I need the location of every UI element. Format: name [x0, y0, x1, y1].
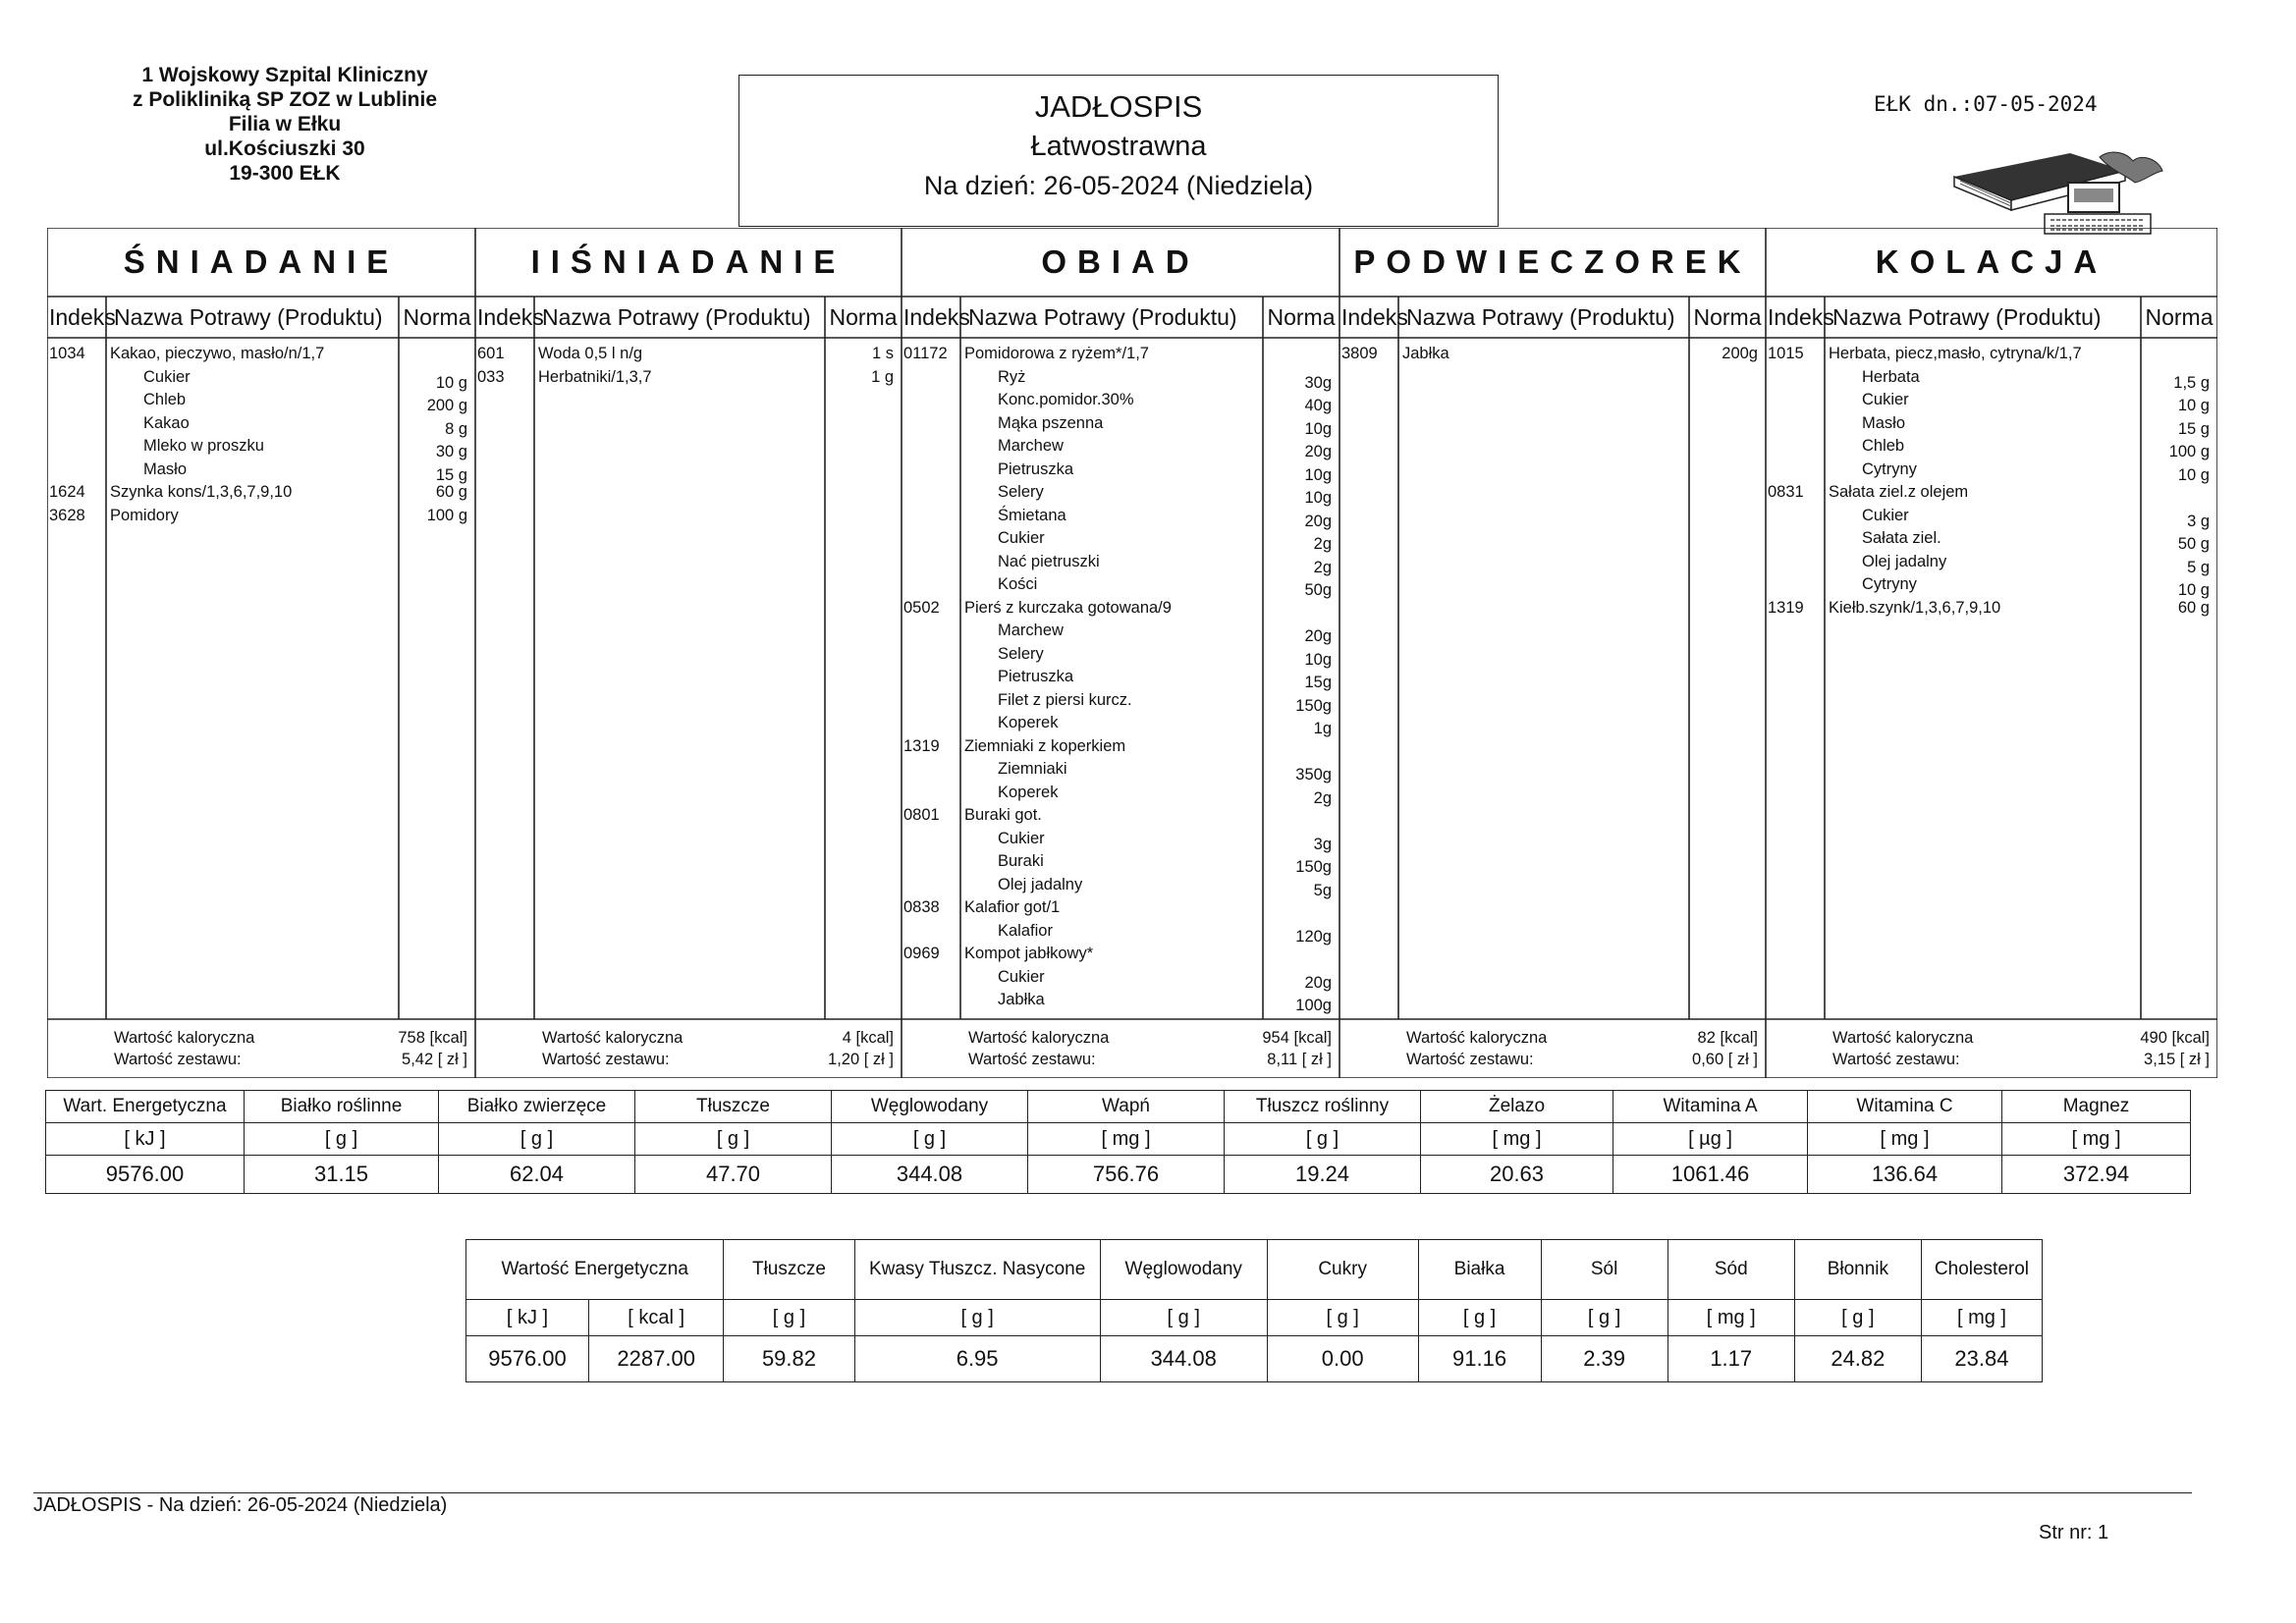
- footer-divider: [33, 1492, 2192, 1493]
- column-header-norm: Norma: [403, 304, 471, 330]
- norm-value: 150g: [1295, 696, 1332, 715]
- nutrient-label: Tłuszcze: [635, 1091, 832, 1123]
- norm-value: 8 g: [445, 419, 467, 438]
- norm-value: 50g: [1304, 581, 1332, 599]
- dish-index: 0801: [903, 806, 940, 824]
- nutrient-value: 24.82: [1794, 1336, 1921, 1382]
- dish-index: 1319: [1768, 598, 1804, 617]
- norm-value: 15 g: [2177, 419, 2210, 438]
- hospital-line: z Polikliniką SP ZOZ w Lublinie: [133, 88, 437, 111]
- dish-index: 1015: [1768, 345, 1804, 362]
- energy-label: Wartość Energetyczna: [466, 1240, 724, 1300]
- diet-name: Łatwostrawna: [1030, 131, 1207, 162]
- nutrient-value: 19.24: [1225, 1156, 1421, 1194]
- dish-name: Herbatniki/1,3,7: [538, 367, 652, 386]
- norm-value: 20g: [1304, 973, 1332, 992]
- nutrient-value: 20.63: [1421, 1156, 1613, 1194]
- dish-index: 1624: [49, 483, 85, 501]
- menu-date: Na dzień: 26-05-2024 (Niedziela): [923, 171, 1314, 200]
- nutrient-value: 91.16: [1418, 1336, 1541, 1382]
- norm-value: 2g: [1313, 558, 1332, 576]
- ingredient-name: Ryż: [998, 367, 1026, 386]
- menu-title-box: [738, 75, 1499, 227]
- nutrient-value: 0.00: [1267, 1336, 1418, 1382]
- norm-value: 20g: [1304, 443, 1332, 460]
- ingredient-name: Mleko w proszku: [143, 437, 264, 455]
- column-header-name: Nazwa Potrawy (Produktu): [968, 304, 1237, 330]
- ingredient-name: Koperek: [998, 714, 1059, 731]
- nutrient-label: Żelazo: [1421, 1091, 1613, 1123]
- nutrition-facts-table: [465, 1239, 2043, 1382]
- norm-value: 20g: [1304, 512, 1332, 530]
- norm-value: 10g: [1304, 465, 1332, 484]
- calorie-value: 82 [kcal]: [1697, 1029, 1758, 1047]
- energy-unit-kj: [ kJ ]: [466, 1300, 589, 1336]
- nutrient-unit: [ mg ]: [1921, 1300, 2042, 1336]
- dish-name: Buraki got.: [964, 806, 1042, 824]
- norm-value: 15g: [1304, 674, 1332, 691]
- norm-value: 20g: [1304, 627, 1332, 645]
- calorie-value: 4 [kcal]: [842, 1029, 894, 1047]
- norm-value: 100g: [1295, 997, 1332, 1014]
- ingredient-name: Masło: [1862, 413, 1906, 432]
- norm-value: 10 g: [2177, 465, 2210, 484]
- dish-name: Kalafior got/1: [964, 898, 1061, 916]
- ingredient-name: Selery: [998, 483, 1044, 501]
- calorie-label: Wartość kaloryczna: [968, 1029, 1110, 1047]
- hospital-address: [98, 63, 471, 186]
- ingredient-name: Pietruszka: [998, 460, 1074, 478]
- nutrient-unit: [ g ]: [1100, 1300, 1267, 1336]
- ingredient-name: Pietruszka: [998, 668, 1074, 685]
- cost-label: Wartość zestawu:: [114, 1051, 242, 1068]
- norm-value: 10 g: [2177, 397, 2210, 414]
- column-header-index: Indeks: [1341, 304, 1408, 330]
- dish-index: 601: [477, 345, 505, 362]
- ingredient-name: Sałata ziel.: [1862, 529, 1941, 547]
- nutrient-unit: [ mg ]: [1808, 1123, 2002, 1156]
- norm-value: 50 g: [2177, 535, 2210, 553]
- nutrient-unit: [ g ]: [1418, 1300, 1541, 1336]
- energy-value-kcal: 2287.00: [589, 1336, 724, 1382]
- norm-value: 3g: [1313, 835, 1332, 853]
- norm-value: 1g: [1313, 720, 1332, 737]
- page-number: Str nr: 1: [2039, 1522, 2109, 1543]
- norm-value: 30g: [1304, 373, 1332, 392]
- ingredient-name: Olej jadalny: [1862, 552, 1947, 570]
- norm-value: 200 g: [426, 397, 467, 414]
- ingredient-name: Nać pietruszki: [998, 552, 1100, 570]
- ingredient-name: Jabłka: [998, 991, 1045, 1008]
- nutrient-unit: [ g ]: [832, 1123, 1028, 1156]
- nutrient-unit: [ g ]: [1541, 1300, 1667, 1336]
- dish-name: Kakao, pieczywo, masło/n/1,7: [110, 345, 325, 362]
- ingredient-name: Cukier: [1862, 506, 1909, 524]
- dish-name: Sałata ziel.z olejem: [1829, 483, 1969, 501]
- dish-index: 3628: [49, 506, 85, 524]
- nutrient-unit: [ g ]: [854, 1300, 1100, 1336]
- nutrient-label: Błonnik: [1794, 1240, 1921, 1300]
- dish-index: 0502: [903, 598, 940, 617]
- column-header-name: Nazwa Potrawy (Produktu): [542, 304, 811, 330]
- ingredient-name: Cukier: [998, 829, 1045, 847]
- cost-value: 3,15 [ zł ]: [2144, 1051, 2210, 1068]
- hospital-line: ul.Kościuszki 30: [204, 137, 365, 160]
- nutrient-value: 344.08: [832, 1156, 1028, 1194]
- ingredient-name: Chleb: [143, 391, 187, 408]
- nutrient-label: Białka: [1418, 1240, 1541, 1300]
- cost-label: Wartość zestawu:: [542, 1051, 670, 1068]
- calorie-value: 954 [kcal]: [1262, 1029, 1332, 1047]
- norm-value: 10 g: [435, 373, 467, 392]
- norm-value: 30 g: [435, 443, 467, 460]
- cost-value: 1,20 [ zł ]: [828, 1051, 894, 1068]
- nutrient-value: 372.94: [2002, 1156, 2191, 1194]
- ingredient-name: Herbata: [1862, 367, 1920, 386]
- nutrient-value: 1.17: [1667, 1336, 1794, 1382]
- nutrient-label: Witamina A: [1613, 1091, 1808, 1123]
- nutrient-value: 756.76: [1028, 1156, 1225, 1194]
- norm-value: 10 g: [2177, 581, 2210, 599]
- ingredient-name: Kości: [998, 575, 1038, 593]
- nutrient-value: 62.04: [439, 1156, 635, 1194]
- ingredient-name: Śmietana: [998, 506, 1066, 524]
- dish-index: 01172: [903, 345, 948, 362]
- column-header-index: Indeks: [1768, 304, 1834, 330]
- nutrient-label: Witamina C: [1808, 1091, 2002, 1123]
- meal-grid: [47, 228, 2217, 1078]
- ingredient-name: Filet z piersi kurcz.: [998, 690, 1132, 709]
- calorie-label: Wartość kaloryczna: [1832, 1029, 1974, 1047]
- nutrient-value: 59.82: [724, 1336, 854, 1382]
- norm-value: 10g: [1304, 489, 1332, 507]
- energy-unit-kcal: [ kcal ]: [589, 1300, 724, 1336]
- norm-value: 100 g: [426, 506, 467, 524]
- cost-value: 8,11 [ zł ]: [1267, 1051, 1332, 1068]
- nutrient-unit: [ mg ]: [1028, 1123, 1225, 1156]
- meal-grid-content: [47, 228, 2217, 1078]
- dish-name: Woda 0,5 l n/g: [538, 345, 643, 362]
- nutrient-value: 2.39: [1541, 1336, 1667, 1382]
- ingredient-name: Koperek: [998, 783, 1059, 801]
- nutrient-unit: [ mg ]: [2002, 1123, 2191, 1156]
- nutrient-unit: [ g ]: [1267, 1300, 1418, 1336]
- nutrient-unit: [ g ]: [724, 1300, 854, 1336]
- ingredient-name: Buraki: [998, 852, 1044, 870]
- nutrient-label: Wart. Energetyczna: [46, 1091, 245, 1123]
- dish-name: Jabłka: [1402, 345, 1449, 362]
- norm-value: 150g: [1295, 858, 1332, 876]
- dish-index: 0969: [903, 945, 940, 962]
- footer-text: JADŁOSPIS - Na dzień: 26-05-2024 (Niedziela): [33, 1494, 448, 1516]
- dish-name: Pomidorowa z ryżem*/1,7: [964, 345, 1149, 362]
- nutrient-value: 23.84: [1921, 1336, 2042, 1382]
- column-header-index: Indeks: [49, 304, 116, 330]
- meal-header: PODWIECZOREK: [1353, 243, 1752, 280]
- cost-label: Wartość zestawu:: [1832, 1051, 1960, 1068]
- norm-value: 10g: [1304, 419, 1332, 438]
- dish-name: Pierś z kurczaka gotowana/9: [964, 598, 1172, 617]
- hospital-line: 19-300 EŁK: [229, 162, 341, 185]
- dish-name: Pomidory: [110, 506, 179, 524]
- nutrient-unit: [ g ]: [1225, 1123, 1421, 1156]
- ingredient-name: Konc.pomidor.30%: [998, 391, 1134, 408]
- meal-header: KOLACJA: [1875, 243, 2108, 280]
- nutrient-value: 47.70: [635, 1156, 832, 1194]
- dish-name: Herbata, piecz,masło, cytryna/k/1,7: [1829, 345, 2082, 362]
- nutrient-value: 344.08: [1100, 1336, 1267, 1382]
- column-header-norm: Norma: [1693, 304, 1762, 330]
- norm-value: 60 g: [435, 483, 467, 501]
- column-header-index: Indeks: [477, 304, 544, 330]
- nutrient-label: Cukry: [1267, 1240, 1418, 1300]
- nutrient-value: 1061.46: [1613, 1156, 1808, 1194]
- norm-value: 3 g: [2187, 512, 2210, 530]
- column-header-name: Nazwa Potrawy (Produktu): [1406, 304, 1675, 330]
- norm-value: 2g: [1313, 535, 1332, 553]
- column-header-index: Indeks: [903, 304, 970, 330]
- ingredient-name: Kakao: [143, 413, 190, 432]
- norm-value: 5 g: [2187, 558, 2210, 576]
- nutrient-unit: [ mg ]: [1667, 1300, 1794, 1336]
- nutrient-label: Kwasy Tłuszcz. Nasycone: [854, 1240, 1100, 1300]
- dish-index: 3809: [1341, 345, 1378, 362]
- ingredient-name: Cytryny: [1862, 460, 1917, 478]
- cost-value: 5,42 [ zł ]: [402, 1051, 467, 1068]
- nutrient-unit: [ g ]: [635, 1123, 832, 1156]
- ingredient-name: Cukier: [1862, 391, 1909, 408]
- ingredient-name: Masło: [143, 460, 188, 478]
- norm-value: 120g: [1295, 927, 1332, 946]
- nutrient-label: Węglowodany: [1100, 1240, 1267, 1300]
- nutrient-unit: [ g ]: [1794, 1300, 1921, 1336]
- nutrient-label: Sód: [1667, 1240, 1794, 1300]
- nutrient-label: Magnez: [2002, 1091, 2191, 1123]
- dish-index: 1319: [903, 736, 940, 755]
- nutrient-unit: [ kJ ]: [46, 1123, 245, 1156]
- ingredient-name: Marchew: [998, 437, 1064, 455]
- meal-header: IIŚNIADANIE: [530, 243, 847, 280]
- calorie-label: Wartość kaloryczna: [114, 1029, 255, 1047]
- menu-title: JADŁOSPIS: [1034, 89, 1203, 124]
- norm-value: 1 s: [871, 345, 894, 362]
- ingredient-name: Cukier: [998, 529, 1045, 547]
- norm-value: 200g: [1722, 345, 1758, 362]
- dish-name: Ziemniaki z koperkiem: [964, 736, 1126, 755]
- calorie-value: 490 [kcal]: [2140, 1029, 2210, 1047]
- nutrient-unit: [ µg ]: [1613, 1123, 1808, 1156]
- norm-value: 2g: [1313, 788, 1332, 807]
- nutrient-label: Białko zwierzęce: [439, 1091, 635, 1123]
- ingredient-name: Chleb: [1862, 437, 1905, 455]
- column-header-norm: Norma: [1267, 304, 1336, 330]
- column-header-name: Nazwa Potrawy (Produktu): [114, 304, 383, 330]
- norm-value: 15 g: [435, 465, 467, 484]
- dish-index: 1034: [49, 345, 85, 362]
- column-header-norm: Norma: [2145, 304, 2214, 330]
- norm-value: 1,5 g: [2173, 373, 2210, 392]
- ingredient-name: Selery: [998, 644, 1044, 663]
- ingredient-name: Mąka pszenna: [998, 413, 1104, 432]
- ingredient-name: Cukier: [143, 367, 191, 386]
- dish-index: 0831: [1768, 483, 1804, 501]
- ingredient-name: Cytryny: [1862, 575, 1917, 593]
- nutrient-unit: [ g ]: [439, 1123, 635, 1156]
- nutrient-value: 9576.00: [46, 1156, 245, 1194]
- dish-name: Kompot jabłkowy*: [964, 945, 1094, 962]
- nutrient-label: Cholesterol: [1921, 1240, 2042, 1300]
- norm-value: 40g: [1304, 397, 1332, 414]
- calorie-label: Wartość kaloryczna: [542, 1029, 683, 1047]
- cost-label: Wartość zestawu:: [1406, 1051, 1534, 1068]
- energy-value-kj: 9576.00: [466, 1336, 589, 1382]
- meal-header: OBIAD: [1041, 243, 1200, 280]
- ingredient-name: Olej jadalny: [998, 875, 1083, 893]
- dish-index: 033: [477, 367, 505, 386]
- dish-index: 0838: [903, 898, 940, 916]
- nutrient-label: Tłuszcz roślinny: [1225, 1091, 1421, 1123]
- dish-name: Kiełb.szynk/1,3,6,7,9,10: [1829, 598, 2001, 617]
- nutrient-label: Węglowodany: [832, 1091, 1028, 1123]
- cost-value: 0,60 [ zł ]: [1692, 1051, 1758, 1068]
- norm-value: 10g: [1304, 650, 1332, 669]
- ingredient-name: Cukier: [998, 967, 1045, 986]
- nutrient-label: Wapń: [1028, 1091, 1225, 1123]
- norm-value: 100 g: [2168, 443, 2210, 460]
- nutrient-value: 6.95: [854, 1336, 1100, 1382]
- calorie-label: Wartość kaloryczna: [1406, 1029, 1548, 1047]
- meal-header: ŚNIADANIE: [123, 243, 400, 280]
- nutrient-label: Tłuszcze: [724, 1240, 854, 1300]
- ingredient-name: Ziemniaki: [998, 760, 1067, 778]
- norm-value: 60 g: [2177, 598, 2210, 617]
- nutrient-unit: [ mg ]: [1421, 1123, 1613, 1156]
- column-header-norm: Norma: [829, 304, 898, 330]
- nutrient-value: 31.15: [245, 1156, 439, 1194]
- book-logo-icon: [1952, 145, 2172, 238]
- nutrient-summary-table: [45, 1090, 2191, 1194]
- nutrient-label: Sól: [1541, 1240, 1667, 1300]
- column-header-name: Nazwa Potrawy (Produktu): [1832, 304, 2102, 330]
- nutrient-label: Białko roślinne: [245, 1091, 439, 1123]
- nutrient-value: 136.64: [1808, 1156, 2002, 1194]
- norm-value: 5g: [1313, 881, 1332, 899]
- ingredient-name: Marchew: [998, 622, 1064, 639]
- hospital-line: Filia w Ełku: [228, 113, 342, 135]
- norm-value: 1 g: [871, 367, 894, 386]
- hospital-line: 1 Wojskowy Szpital Kliniczny: [141, 64, 428, 86]
- nutrient-unit: [ g ]: [245, 1123, 439, 1156]
- norm-value: 350g: [1295, 766, 1332, 784]
- calorie-value: 758 [kcal]: [398, 1029, 467, 1047]
- ingredient-name: Kalafior: [998, 921, 1053, 940]
- cost-label: Wartość zestawu:: [968, 1051, 1096, 1068]
- issue-date: EŁK dn.:07-05-2024: [1874, 92, 2098, 116]
- dish-name: Szynka kons/1,3,6,7,9,10: [110, 483, 293, 501]
